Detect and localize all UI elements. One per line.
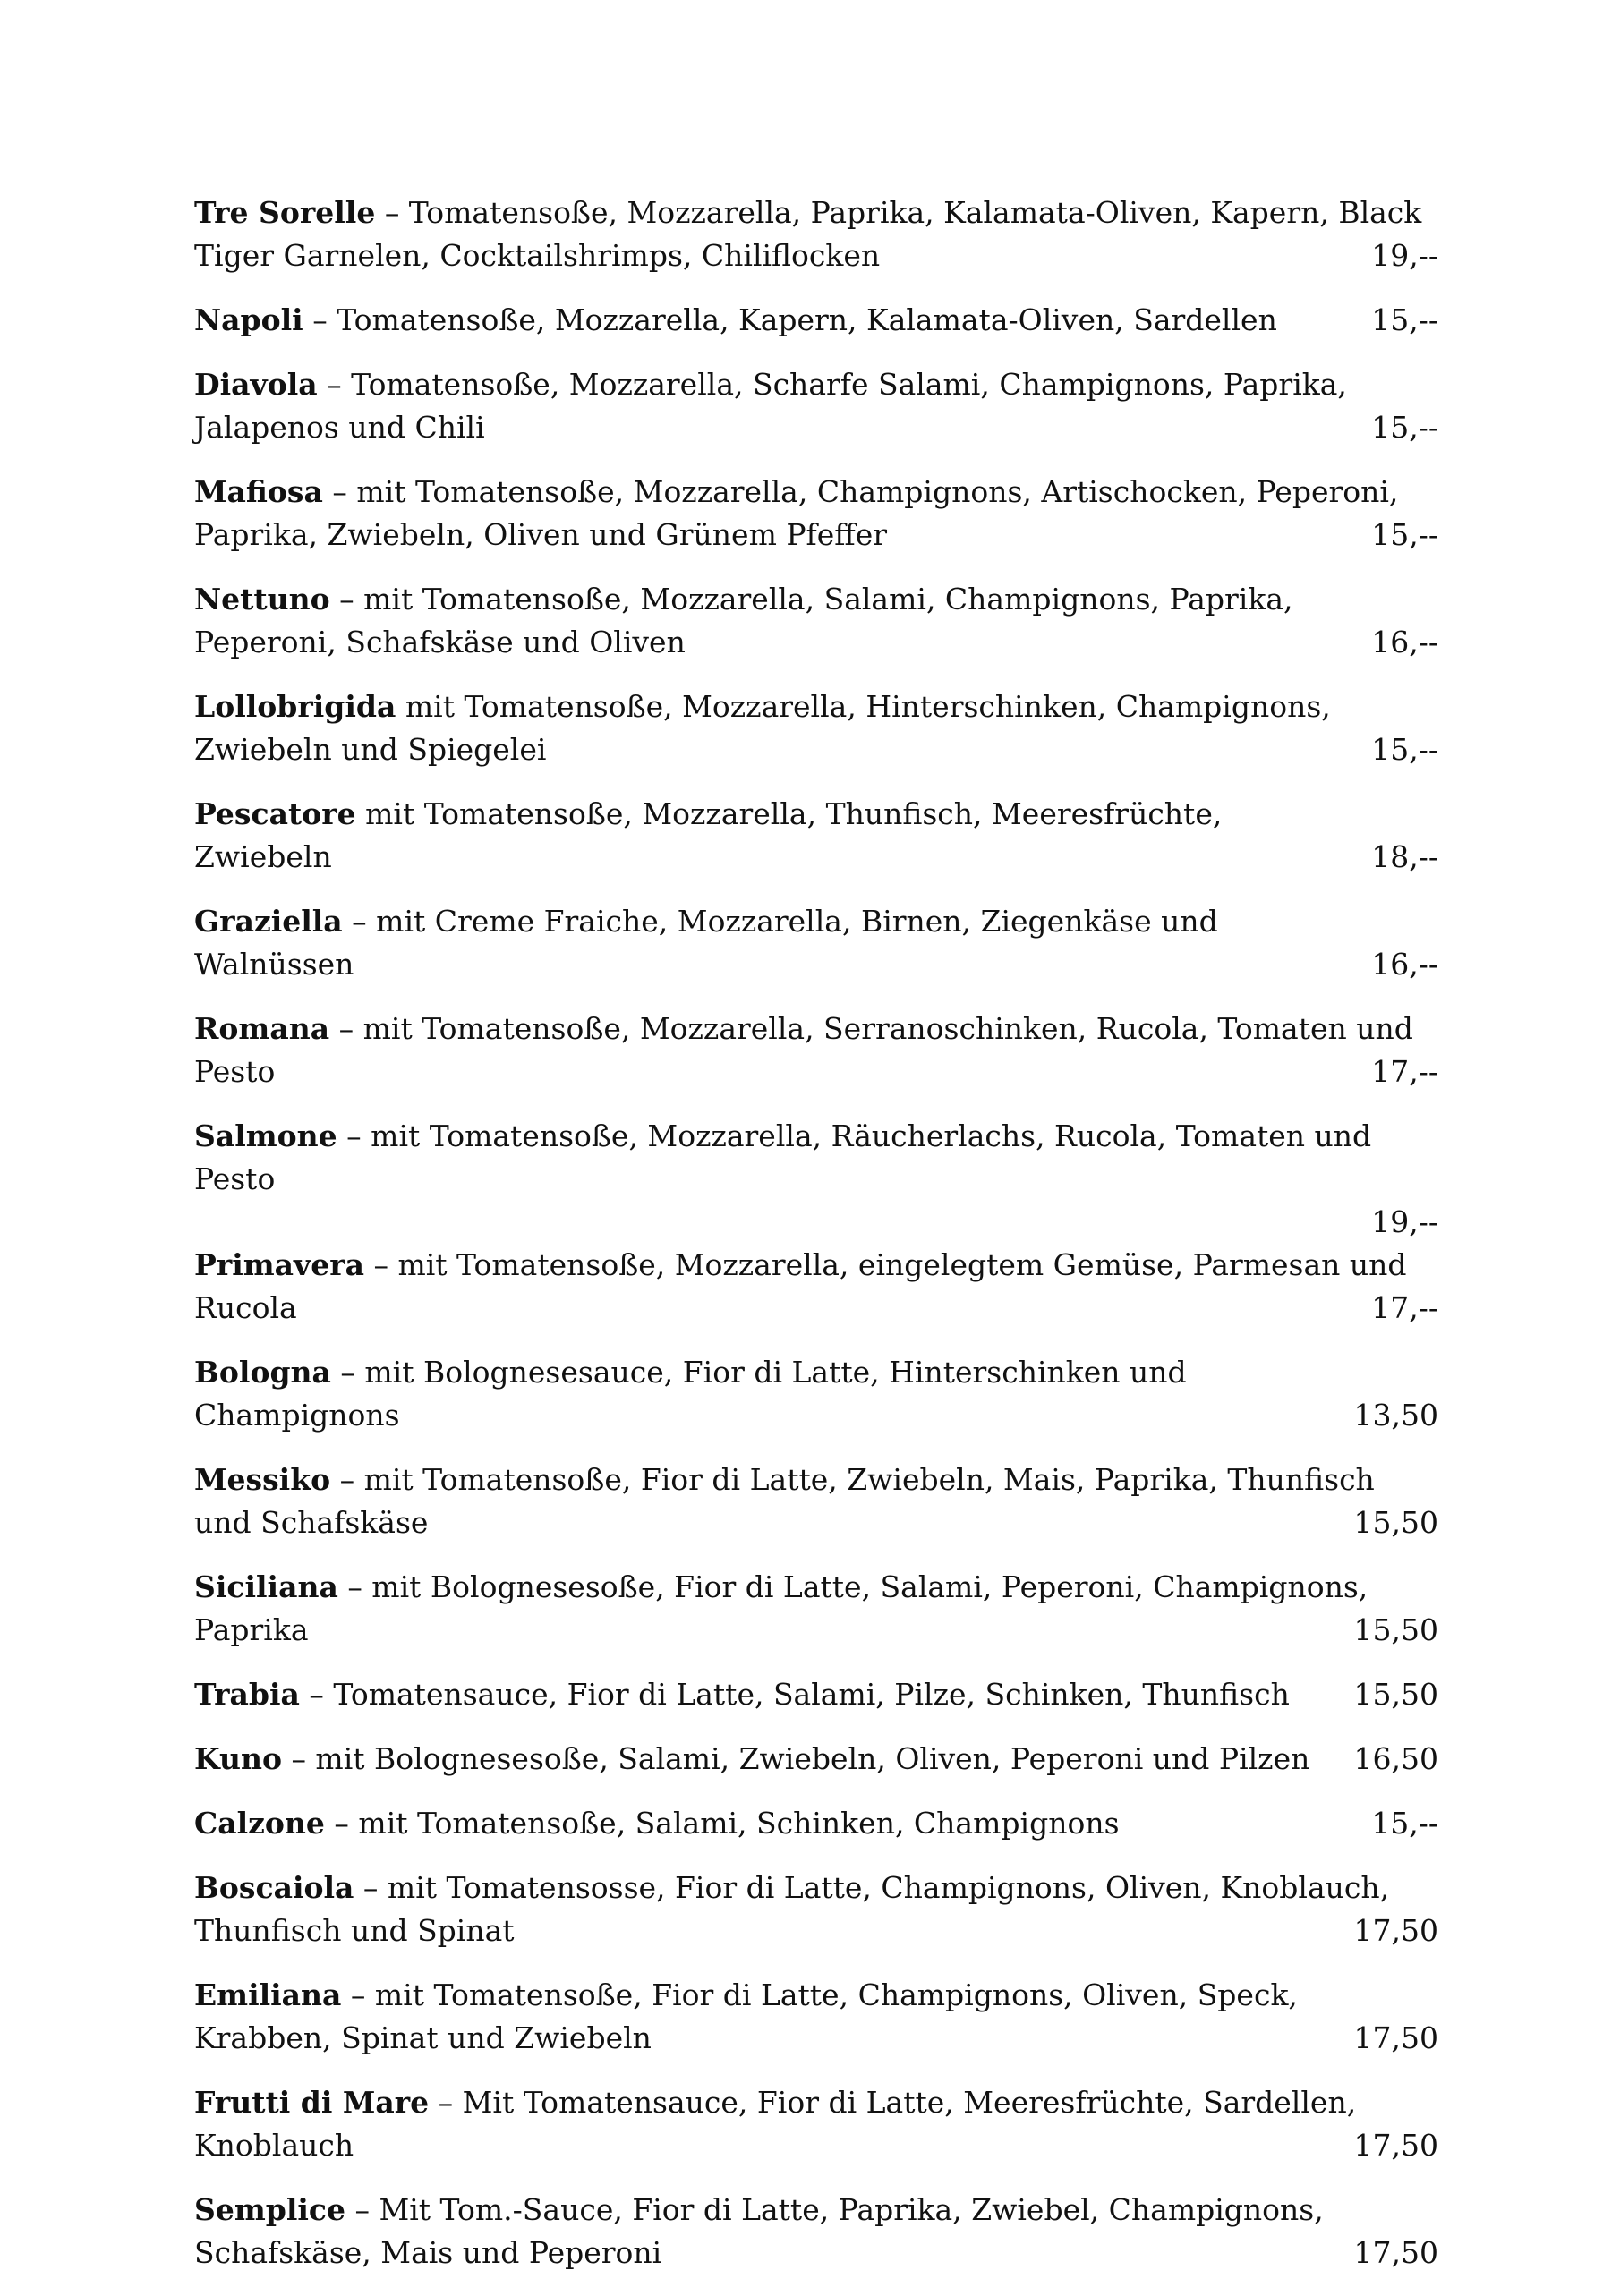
item-name: Calzone [194, 1806, 325, 1841]
item-description: – Tomatensoße, Mozzarella, Scharfe Salami, Champignons, Paprika, Jalapenos und Chili [194, 367, 1347, 445]
item-name: Kuno [194, 1741, 282, 1776]
item-price: 15,-- [1371, 517, 1438, 552]
item-price: 17,50 [1353, 2128, 1438, 2163]
menu-item-messiko [194, 1458, 1438, 1544]
item-price: 16,-- [1371, 947, 1438, 982]
item-description: – Mit Tomatensauce, Fior di Latte, Meeresfrüchte, Sardellen, Knoblauch [194, 2085, 1357, 2163]
item-description: – Mit Tom.-Sauce, Fior di Latte, Paprika, Zwiebel, Champignons, Schafskäse, Mais und Peperoni [194, 2192, 1324, 2270]
menu-item-romana [194, 1008, 1438, 1093]
menu-item-primavera [194, 1244, 1438, 1330]
menu-item-frutti-di-mare [194, 2081, 1438, 2167]
item-description: – mit Tomatensoße, Fior di Latte, Zwiebeln, Mais, Paprika, Thunfisch und Schafskäse [194, 1462, 1375, 1540]
item-price: 17,50 [1353, 1913, 1438, 1948]
menu-item-diavola [194, 363, 1438, 449]
item-price: 17,-- [1371, 1054, 1438, 1089]
menu-item-graziella [194, 900, 1438, 986]
item-name: Diavola [194, 367, 318, 402]
item-name: Semplice [194, 2192, 345, 2227]
item-price: 15,-- [1371, 410, 1438, 445]
item-description: – mit Tomatensoße, Mozzarella, Salami, Champignons, Paprika, Peperoni, Schafskäse und Oliven [194, 582, 1293, 659]
item-description: – Tomatensoße, Mozzarella, Paprika, Kalamata-Oliven, Kapern, Black Tiger Garnelen, Cocktailshrimps, Chiliflocken [194, 195, 1422, 273]
menu-item-semplice [194, 2189, 1438, 2275]
menu-item-trabia [194, 1673, 1438, 1716]
item-description: – mit Creme Fraiche, Mozzarella, Birnen, Ziegenkäse und Walnüssen [194, 904, 1218, 982]
menu-item-nettuno [194, 578, 1438, 664]
item-name: Siciliana [194, 1569, 338, 1604]
menu-item-boscaiola [194, 1867, 1438, 1952]
item-name: Messiko [194, 1462, 331, 1497]
item-name: Trabia [194, 1677, 300, 1712]
item-description: mit Tomatensoße, Mozzarella, Hinterschinken, Champignons, Zwiebeln und Spiegelei [194, 689, 1331, 767]
menu-item-emiliana [194, 1974, 1438, 2060]
item-price: 15,50 [1353, 1677, 1438, 1712]
item-name: Graziella [194, 904, 343, 939]
menu-item-napoli [194, 299, 1438, 342]
item-description: – mit Tomatensoße, Salami, Schinken, Champignons [324, 1806, 1120, 1841]
menu-item-pescatore [194, 793, 1438, 879]
item-name: Frutti di Mare [194, 2085, 430, 2120]
item-price: 17,50 [1353, 2235, 1438, 2270]
item-description: – mit Tomatensoße, Mozzarella, Räucherlachs, Rucola, Tomaten und Pesto [194, 1118, 1372, 1196]
menu-item-siciliana [194, 1566, 1438, 1652]
item-name: Romana [194, 1011, 330, 1046]
item-name: Bologna [194, 1355, 331, 1390]
item-description: – mit Tomatensoße, Mozzarella, Champignons, Artischocken, Peperoni, Paprika, Zwiebeln, Oliven und Grünem Pfeffer [194, 474, 1399, 552]
item-price: 19,-- [1371, 238, 1438, 273]
menu-item-bologna [194, 1351, 1438, 1437]
menu-item-tre-sorelle [194, 191, 1438, 277]
menu-item-mafiosa [194, 471, 1438, 557]
item-description: – mit Tomatensosse, Fior di Latte, Champignons, Oliven, Knoblauch, Thunfisch und Spinat [194, 1870, 1390, 1948]
item-name: Pescatore [194, 796, 356, 831]
menu-item-lollobrigida [194, 685, 1438, 771]
item-price: 15,-- [1371, 302, 1438, 337]
item-price: 15,50 [1353, 1505, 1438, 1540]
item-name: Salmone [194, 1118, 337, 1153]
item-name: Lollobrigida [194, 689, 396, 724]
item-price: 18,-- [1371, 839, 1438, 874]
item-description: – mit Bolognesesauce, Fior di Latte, Hinterschinken und Champignons [194, 1355, 1187, 1433]
item-price: 16,50 [1353, 1741, 1438, 1776]
item-price: 17,-- [1371, 1290, 1438, 1325]
item-description: – mit Bolognesesoße, Fior di Latte, Salami, Peperoni, Champignons, Paprika [194, 1569, 1368, 1647]
item-name: Nettuno [194, 582, 330, 617]
item-name: Tre Sorelle [194, 195, 376, 230]
menu-item-salmone [194, 1115, 1438, 1244]
item-price: 15,50 [1353, 1612, 1438, 1647]
item-price: 17,50 [1353, 2020, 1438, 2055]
item-description: – Tomatensoße, Mozzarella, Kapern, Kalamata-Oliven, Sardellen [303, 302, 1277, 337]
item-name: Napoli [194, 302, 303, 337]
item-description: – Tomatensauce, Fior di Latte, Salami, Pilze, Schinken, Thunfisch [299, 1677, 1290, 1712]
item-name: Mafiosa [194, 474, 323, 509]
item-description: – mit Bolognesesoße, Salami, Zwiebeln, Oliven, Peperoni und Pilzen [281, 1741, 1310, 1776]
item-name: Boscaiola [194, 1870, 354, 1905]
menu-item-calzone [194, 1802, 1438, 1845]
item-price: 15,-- [1371, 1806, 1438, 1841]
menu-item-kuno [194, 1738, 1438, 1781]
item-description: – mit Tomatensoße, Mozzarella, eingelegtem Gemüse, Parmesan und Rucola [194, 1247, 1407, 1325]
item-description: – mit Tomatensoße, Fior di Latte, Champignons, Oliven, Speck, Krabben, Spinat und Zwiebeln [194, 1977, 1298, 2055]
item-name: Emiliana [194, 1977, 342, 2012]
item-description: mit Tomatensoße, Mozzarella, Thunfisch, Meeresfrüchte, Zwiebeln [194, 796, 1223, 874]
item-price: 19,-- [1371, 1204, 1438, 1239]
item-price: 15,-- [1371, 732, 1438, 767]
item-description: – mit Tomatensoße, Mozzarella, Serranoschinken, Rucola, Tomaten und Pesto [194, 1011, 1413, 1089]
pizza-menu [194, 191, 1438, 2296]
item-price: 13,50 [1353, 1398, 1438, 1433]
item-name: Primavera [194, 1247, 364, 1282]
item-price: 16,-- [1371, 625, 1438, 659]
